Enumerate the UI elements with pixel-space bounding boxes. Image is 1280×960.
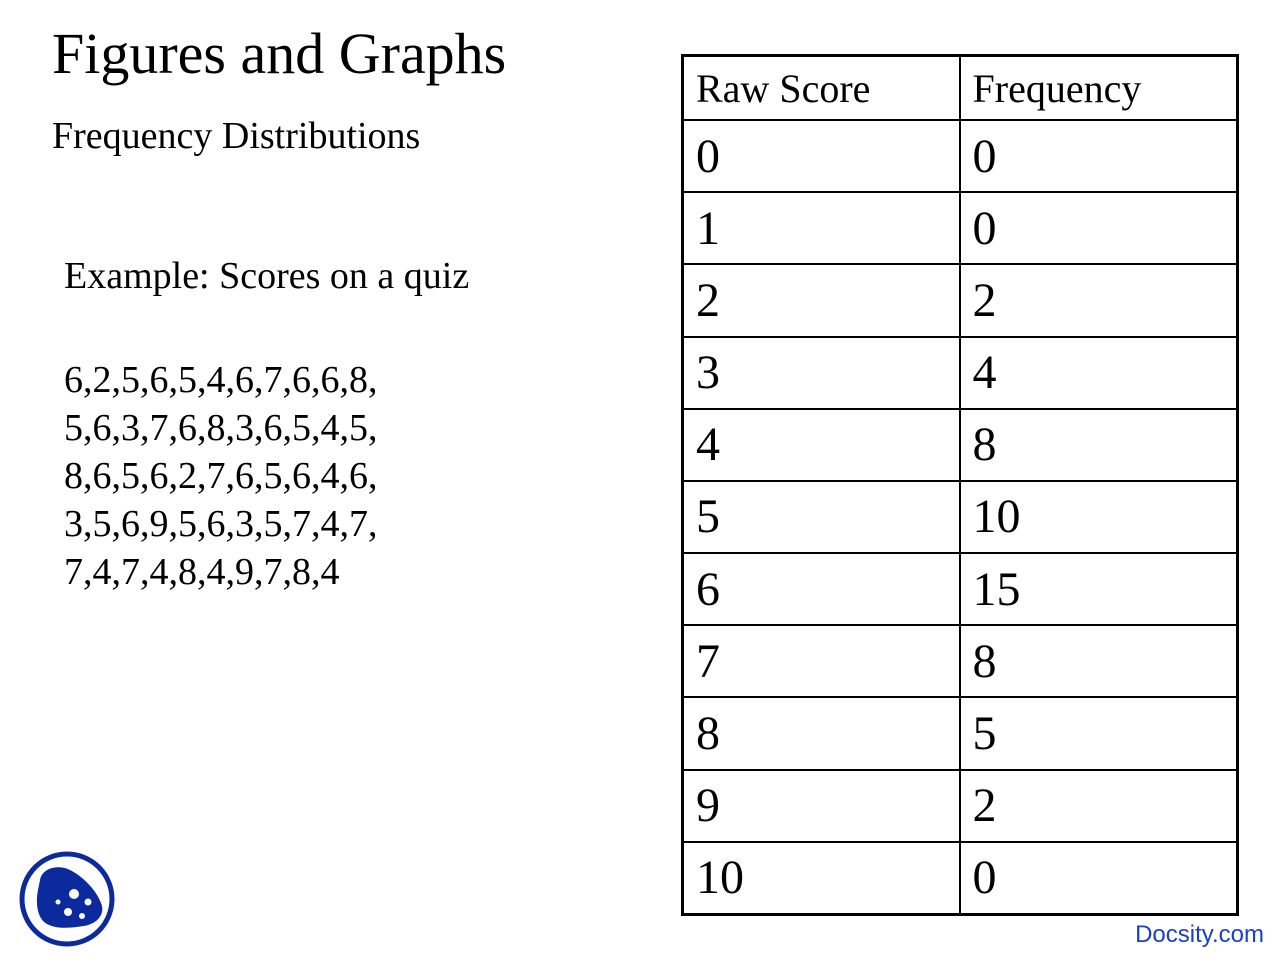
table-row: [683, 409, 1238, 481]
table-row: [683, 697, 1238, 769]
table-row: [683, 842, 1238, 915]
table-row: [683, 770, 1238, 842]
quiz-scores-line: 7,4,7,4,8,4,9,7,8,4: [64, 551, 340, 593]
example-heading: Example: Scores on a quiz: [64, 255, 470, 297]
raw-score-cell: 3: [683, 337, 960, 409]
table-row: [683, 120, 1238, 192]
frequency-cell: 8: [960, 409, 1238, 481]
frequency-cell: 5: [960, 697, 1238, 769]
watermark-link[interactable]: Docsity.com: [1135, 921, 1264, 948]
docsity-logo-icon: [18, 850, 116, 948]
raw-score-cell: 7: [683, 625, 960, 697]
table-row: [683, 481, 1238, 553]
frequency-cell: 15: [960, 553, 1238, 625]
quiz-scores-line: 6,2,5,6,5,4,6,7,6,6,8,: [64, 359, 378, 401]
raw-score-cell: 0: [683, 120, 960, 192]
table-row: [683, 337, 1238, 409]
raw-score-cell: 10: [683, 842, 960, 915]
column-header-frequency: Frequency: [960, 56, 1238, 121]
frequency-cell: 0: [960, 120, 1238, 192]
frequency-cell: 2: [960, 264, 1238, 336]
raw-score-cell: 2: [683, 264, 960, 336]
table-row: [683, 264, 1238, 336]
raw-score-cell: 1: [683, 192, 960, 264]
raw-score-cell: 4: [683, 409, 960, 481]
frequency-cell: 0: [960, 192, 1238, 264]
quiz-scores-line: 8,6,5,6,2,7,6,5,6,4,6,: [64, 455, 378, 497]
quiz-scores-line: 3,5,6,9,5,6,3,5,7,4,7,: [64, 503, 378, 545]
table-row: [683, 553, 1238, 625]
slide-subtitle: Frequency Distributions: [52, 115, 421, 157]
quiz-scores-list: [64, 356, 378, 596]
frequency-cell: 8: [960, 625, 1238, 697]
raw-score-cell: 6: [683, 553, 960, 625]
frequency-cell: 0: [960, 842, 1238, 915]
table-row: [683, 625, 1238, 697]
quiz-scores-line: 5,6,3,7,6,8,3,6,5,4,5,: [64, 407, 378, 449]
raw-score-cell: 9: [683, 770, 960, 842]
table-header-row: [683, 56, 1238, 121]
frequency-cell: 2: [960, 770, 1238, 842]
slide-title: Figures and Graphs: [52, 21, 507, 86]
frequency-cell: 10: [960, 481, 1238, 553]
frequency-table: [681, 54, 1239, 916]
raw-score-cell: 5: [683, 481, 960, 553]
frequency-cell: 4: [960, 337, 1238, 409]
raw-score-cell: 8: [683, 697, 960, 769]
column-header-raw-score: Raw Score: [683, 56, 960, 121]
table-row: [683, 192, 1238, 264]
